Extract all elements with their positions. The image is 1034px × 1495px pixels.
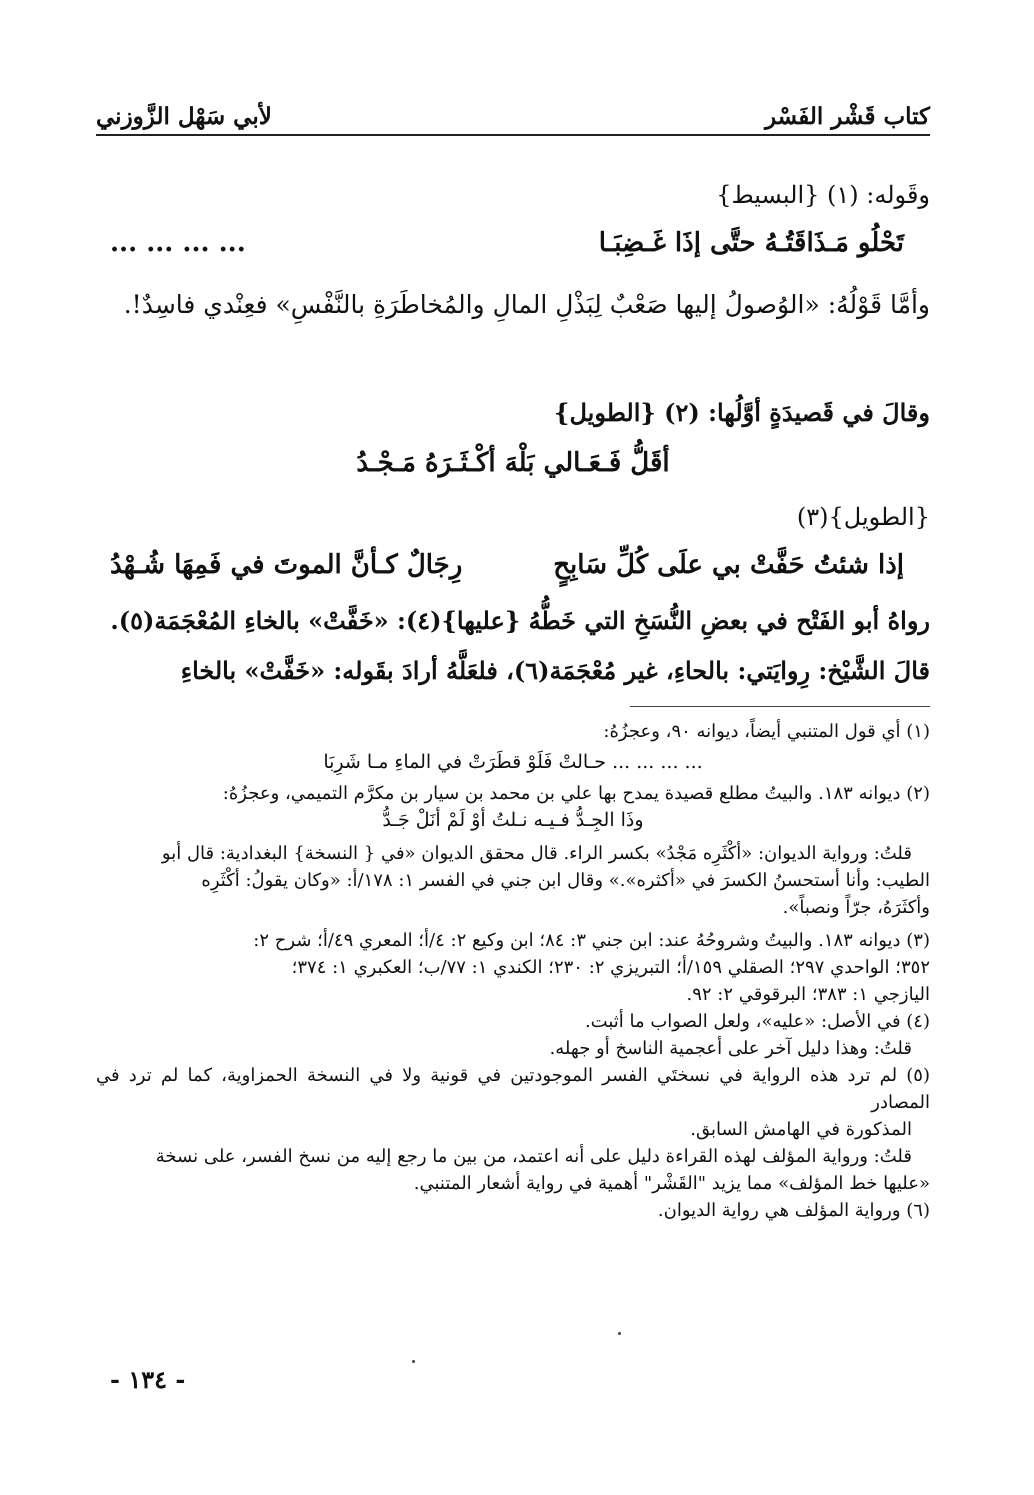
- verse-line: [110, 550, 904, 580]
- footnote-2: (٢) ديوانه ١٨٣. والبيتُ مطلع قصيدة يمدح بها علي بن محمد بن سيار بن مكرَّم التميمي، وعجزُهُ:: [222, 783, 930, 804]
- book-title: كتاب قَشْر الفَسْر: [764, 103, 930, 130]
- footnote-comment: وأكثَرَهُ، جرّاً ونصباً».: [782, 897, 930, 918]
- body-line: وأمَّا قَوْلُهُ: «الوُصولُ إليها صَعْبٌ لِبَذْلِ المالِ والمُخاطَرَةِ بالنَّفْسِ» فعِنْدي فاسِدٌ!.: [123, 290, 930, 319]
- footnote-3: (٣) ديوانه ١٨٣. والبيتُ وشروحُهُ عند: ابن جني ٣: ٨٤؛ ابن وكيع ٢: ٤/أ؛ المعري ٤٩/أ؛ شرح ٢:: [253, 930, 930, 951]
- verse-hemistich-first: تَحْلُو مَـذَاقَتُـهُ حتَّى إذَا غَـضِبَـا: [598, 228, 904, 258]
- verse-hemistich-second: رِجَالٌ كـأنَّ الموتَ في فَمِهَا شُـهْدُ: [110, 550, 463, 580]
- running-header: [96, 96, 930, 136]
- author-title: لأبي سَهْل الزَّوزني: [96, 103, 272, 130]
- footnote-comment: «عليها خط المؤلف» مما يزيد "القَشْر" أهمية في رواية أشعار المتنبي.: [413, 1173, 930, 1194]
- footnote-comment: قلتُ: وهذا دليل آخر على أعجمية الناسخ أو جهله.: [549, 1038, 912, 1059]
- scan-speck: [412, 1360, 415, 1363]
- footnote-comment: قلتُ: ورواية الديوان: «أكْثَرِه مَجْدُ» بكسر الراء. قال محقق الديوان «في { النسخة} البغدادية: قال أبو: [161, 843, 912, 864]
- footnote-comment: قلتُ: ورواية المؤلف لهذه القراءة دليل على أنه اعتمد، من بين ما رجع إليه من نسخ الفسر، على نسخة: [155, 1146, 912, 1167]
- verse-hemistich-second: ... ... ... ...: [110, 228, 246, 258]
- body-line: وقَوله: (١) {البسيط}: [716, 181, 930, 209]
- scan-speck: [618, 1332, 621, 1335]
- footnote-3-cont: اليازجي ١: ٣٨٣؛ البرقوقي ٢: ٩٢.: [686, 984, 930, 1005]
- footnote-verse: ... ... ... ... حـالتْ فَلَوْ قطَرَتْ في الماءِ مـا شَرِبَا: [323, 751, 703, 773]
- page-number: - ١٣٤ -: [110, 1365, 186, 1394]
- footnote-5-cont: المذكورة في الهامش السابق.: [690, 1119, 912, 1140]
- body-line: رواهُ أبو الفَتْح في بعضِ النُّسَخِ التي خَطُّهُ {عليها}(٤): «خَفَّتْ» بالخاءِ المُعْجَمَة(٥).: [110, 606, 930, 635]
- footnotes: [96, 718, 930, 1224]
- footnote-5: (٥) لم ترد هذه الرواية في نسختَي الفسر الموجودتين في قونية ولا في النسخة الحمزاوية، كما لم ترد في المصادر: [96, 1065, 930, 1113]
- footnote-4: (٤) في الأصل: «عليه»، ولعل الصواب ما أثبت.: [584, 1011, 930, 1032]
- verse-line: [110, 228, 904, 258]
- body-line: وقالَ في قَصيدَةٍ أوَّلُها: (٢) {الطويل}: [554, 398, 930, 427]
- footnote-3-cont: ٣٥٢؛ الواحدي ٢٩٧؛ الصقلي ١٥٩/أ؛ التبريزي ٢: ٢٣٠؛ الكندي ١: ٧٧/ب؛ العكبري ١: ٣٧٤؛: [291, 957, 930, 978]
- verse-line: [96, 448, 930, 478]
- footnote-6: (٦) ورواية المؤلف هي رواية الديوان.: [657, 1200, 930, 1221]
- footnote-separator: [630, 706, 930, 707]
- verse-hemistich: أقَلُّ فَـعَـالي بَلْهَ أكْـثَـرَهُ مَـجْـدُ: [356, 448, 670, 478]
- body-line: {الطويل}(٣): [796, 503, 930, 531]
- footnote-comment: الطيب: وأنا أستحسنُ الكسرَ في «أكثره».» وقال ابن جني في الفسر ١: ١٧٨/أ: «وكان يقولُ: أكْثَرِه: [201, 870, 930, 891]
- body-line: قالَ الشَّيْخ: رِوايَتي: بالحاءِ، غير مُعْجَمَة(٦)، فلعَلَّهُ أرادَ بقَوله: «خَفَّتْ» بالخاءِ: [180, 656, 930, 685]
- verse-hemistich-first: إذا شئتُ حَفَّتْ بي علَى كُلِّ سَابِحٍ: [553, 550, 904, 580]
- footnote-verse: وذَا الجِـدُّ فـيـه نـلتُ أوْ لَمْ أنَلْ جَـدُّ: [382, 809, 644, 831]
- footnote-1: (١) أي قول المتنبي أيضاً، ديوانه ٩٠، وعجزُهُ:: [603, 721, 930, 742]
